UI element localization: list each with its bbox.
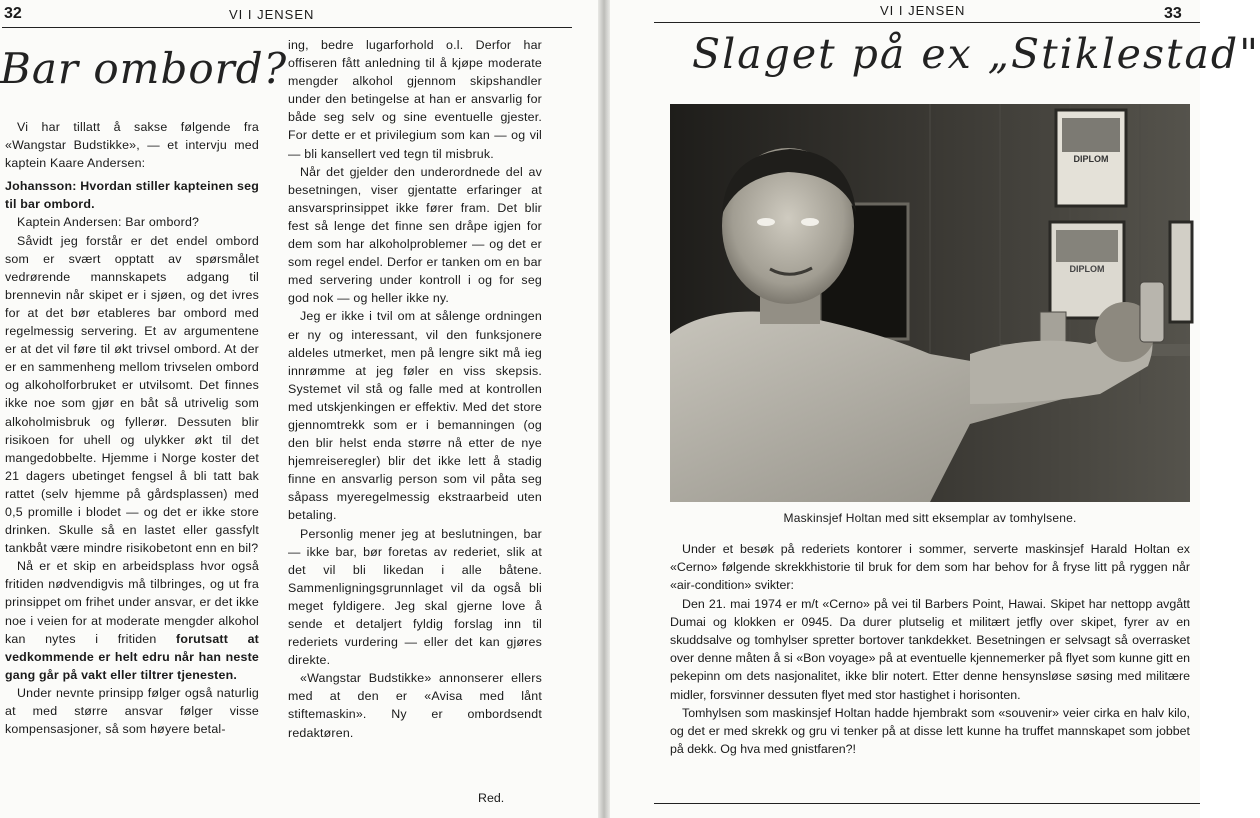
paragraph: Under nevnte prinsipp følger også naturlig at med større ansvar følger visse kompensasjoner, så som høyere betal- bbox=[5, 685, 259, 737]
running-head-right: VI I JENSEN bbox=[880, 3, 966, 18]
page-number-right: 33 bbox=[1164, 5, 1182, 22]
poster-label-top: DIPLOM bbox=[1073, 154, 1109, 164]
poster-label-mid: DIPLOM bbox=[1069, 264, 1105, 274]
paragraph: Jeg er ikke i tvil om at sålenge ordningen er ny og interessant, vil den funksjonere aldeles utmerket, men på lengre sikt må ieg innrømme at jeg føler en viss skepsis. Systemet vil stå og falle med at kontrollen med utskjenkingen er effektiv. Med det store gjennomtrekk som er i bemanningen (og den blir helst enda større nå etter de nye hjemreiseregler) blir det ikke lett å stadig finne en ansvarlig person som vil påta seg såpass myeregelmessig ekstraarbeid uten betaling. bbox=[288, 309, 542, 523]
paragraph: Såvidt jeg forstår er det endel ombord som er svært opptatt av spørsmålet vedrørende mannskapets adgang til brennevin når skipet er i sjøen, og det ivres for at det bør etableres bar ombord med regelmessig servering. Et av argumentene er at det vil føre til økt trivsel ombord. At der er en sammenheng mellom trivselen ombord og alkoholforbruket er utvilsomt. Det finnes ikke noe som gjør en båt så utrivelig som alkoholmisbruk og fyllerør. Dessuten blir risikoen for uhell og ulykker økt til det mangedobbelte. Hjemme i Norge koster det 21 dagers ubetinget fengsel å bli tatt bak rattet (selv hjemme på gårdsplassen) med 0,5 promille i blodet — og det er ikke store drinken. Skulle så en lastet eller gassfylt tankbåt være mindre risikobetont enn en bil? bbox=[5, 233, 259, 556]
paragraph-text: Nå er et skip en arbeidsplass hvor også fritiden nødvendigvis må tilbringes, og ut fra prinsippet om frihet under ansvar, er det ikke noe i veien for at moderate mengder alkohol kan nytes i fritiden bbox=[5, 559, 259, 646]
left-column-1 bbox=[5, 118, 259, 738]
interview-question: Johansson: Hvordan stiller kapteinen seg til bar ombord. bbox=[5, 179, 259, 212]
intro-paragraph: Vi har tillatt å sakse følgende fra «Wangstar Budstikke», — et intervju med kaptein Kaare Andersen: bbox=[5, 120, 259, 171]
article-title-left: Bar ombord? bbox=[0, 44, 288, 93]
paragraph: Kaptein Andersen: Bar ombord? bbox=[17, 215, 200, 230]
left-page bbox=[0, 0, 598, 818]
footer-rule-right bbox=[654, 803, 1200, 804]
running-head-left: VI I JENSEN bbox=[229, 7, 315, 22]
paragraph-bold-text: forutsatt at vedkommende er helt edru når han neste gang går på vakt eller tiltrer tjenesten. bbox=[5, 631, 259, 682]
page-number-left: 32 bbox=[4, 5, 22, 22]
paragraph bbox=[5, 557, 259, 684]
book-gutter bbox=[598, 0, 610, 818]
header-rule-right bbox=[654, 22, 1200, 23]
right-page bbox=[610, 0, 1260, 818]
paragraph: Tomhylsen som maskinsjef Holtan hadde hjembrakt som «souvenir» veier cirka en halv kilo, og det er med skrekk og gru vi tenker på at disse lett kunne ha truffet mannskapet som jobbet på dekk. Og hva med gnistfaren?! bbox=[670, 705, 1190, 757]
photo-man-at-bar bbox=[670, 104, 1190, 502]
paragraph: Under et besøk på rederiets kontorer i sommer, serverte maskinsjef Harald Holtan ex «Cerno» følgende skrekkhistorie til bruk for dem som har behov for å fryse litt på ryggen når «air-condition» svikter: bbox=[670, 542, 1190, 593]
paragraph: Personlig mener jeg at beslutningen, bar — ikke bar, bør foretas av rederiet, slik at det vil bli likedan i alle båtene. Sammenligningsgrunnlaget vil da også bli meget fyldigere. Jeg skal gjerne love å sende et detaljert fyldig forslag inn til rederiets vurdering — eller det kan gjøres direkte. bbox=[288, 526, 542, 668]
photo-caption: Maskinsjef Holtan med sitt eksemplar av tomhylsene. bbox=[783, 511, 1077, 525]
left-column-2 bbox=[288, 36, 542, 742]
paragraph: «Wangstar Budstikke» annonserer ellers med at den er «Avisa med lånt stiftemaskin». Ny er ombordsendt redaktøren. bbox=[288, 671, 542, 740]
paragraph: Den 21. mai 1974 er m/t «Cerno» på vei til Barbers Point, Hawai. Skipet har nettopp avgått Dumai og klokken er 0945. Da durer plutselig et militært jetfly over skipet, fyrer av en skuddsalve og tomhylser spretter bortover tankdekket. Besetningen er selvsagt så overrasket over denne måten å si «Bon voyage» på at eventuelle kjennemerker på flyet som kunne gitt en pekepinn om dets nasjonalitet, ikke blir notert. Etter denne hensynsløse søsing med militære midler, forsvinner dessuten flyet med stor hastighet i horisonten. bbox=[670, 596, 1190, 702]
header-rule-left bbox=[2, 27, 572, 28]
right-article-body bbox=[670, 540, 1190, 758]
paragraph: ing, bedre lugarforhold o.l. Derfor har offiseren fått anledning til å kjøpe moderate mengder alkohol gjennom skipshandler under den betingelse at han er ansvarlig for både seg selv og sine eventuelle gjester. For dette er et privilegium som kan — og vil — bli kansellert ved tegn til misbruk. bbox=[288, 38, 542, 161]
paragraph: Når det gjelder den underordnede del av besetningen, viser gjentatte erfaringer at ansvarsprinsippet ikke fører fram. Det blir fest så lenge det finne sen dråpe igjen for dem som har alkoholproblemer — og det er som regel endel. Derfor er tanken om en bar med servering under kontroll i og for seg god nok — og heller ikke ny. bbox=[288, 164, 542, 306]
editor-signature: Red. bbox=[478, 791, 505, 805]
article-title-right: Slaget på ex „Stiklestad" bbox=[692, 30, 1260, 78]
